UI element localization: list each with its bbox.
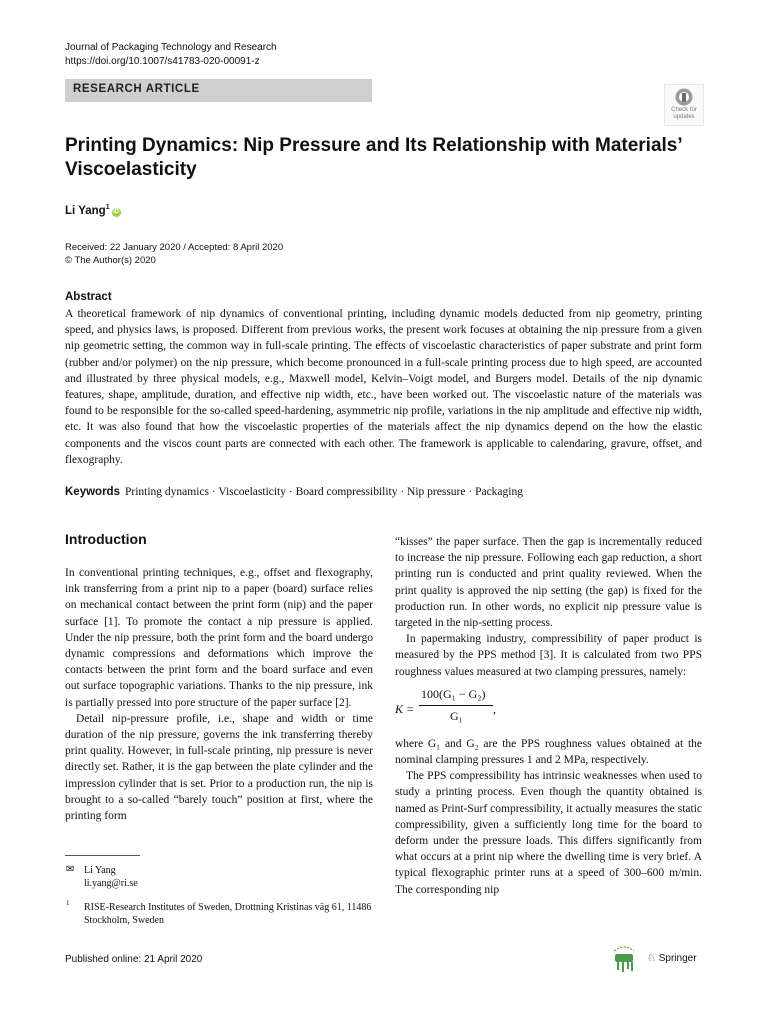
check-for-label: Check for [671, 107, 697, 113]
equation-numerator: 100(G₁ − G₂) [421, 686, 486, 701]
springer-horse-icon [611, 945, 637, 973]
intro-paragraph-1: In conventional printing techniques, e.g., offset and flexography, ink transferring from a print nip to a paper (board) surface relies on mechanical contact between the print form (nip) and the paper surface [1]. To promote the contact a nip pressure is applied. Under the nip pressure, both the print form and the board undergo dynamic compressions and deformations which improve the contacts between the print form and the board surface and even out surface topographic variations. Thanks to the nip pressure, ink is partially pressed into pore structure of the paper surface [2]. [65, 567, 373, 709]
article-type-banner [65, 79, 372, 102]
intro-paragraph-2: Detail nip-pressure profile, i.e., shape and width or time duration of the nip pressure, governs the ink transferring thereby print quality. However, in full-scale printing, nip pressure is never directly set. Rather, it is the gap between the plate cylinder and the impression cylinder that is set. Prior to a production run, the nip is brought to a so-called “barely touch” position at first, where the printing form [65, 712, 373, 823]
author-email-link[interactable]: li.yang@ri.se [84, 878, 138, 889]
journal-name: Journal of Packaging Technology and Research [65, 42, 277, 53]
equation-denominator: G₁ [450, 708, 463, 723]
equation-lhs: K = [395, 701, 415, 716]
article-dates [65, 241, 283, 267]
left-column [65, 565, 373, 824]
received-accepted: Received: 22 January 2020 / Accepted: 8 April 2020 [65, 242, 284, 253]
publisher [647, 953, 697, 964]
intro-paragraph-6: The PPS compressibility has intrinsic weaknesses when used to study a printing process. Even though the quantity obtained is named as Print-Surf compressibility, it actually measures the static compressibility, given a sufficiently long time for the board to deform under the pressure loads. This differs significantly from what occurs at a print nip where the dwelling time is very brief. A typical flexographic printer runs at a speed of 300–600 m/min. The corresponding nip [395, 770, 702, 896]
intro-paragraph-5: where G₁ and G₂ are the PPS roughness values obtained at the nominal clamping pressures 1 and 2 MPa, respectively. [395, 737, 702, 767]
author-line [65, 204, 121, 217]
abstract-text: A theoretical framework of nip dynamics of conventional printing, including dynamic models deducted from nip geometry, printing speed, and physics laws, is proposed. Different from previous works, the present work focuses at obtaining the nip pressure from a given nip geometric setting, the common way in full-scale printing. The effects of viscoelastic characteristics of paper substrate and print form (rubber and/or polymer) on the nip pressure, which become pronounced in a full-scale printing process due to high speed, are accounted and illustrated by three physical models, e.g., Maxwell model, Kelvin–Voigt model, and Burgers model. Details of the nip dynamic features, shape, amplitude, duration, and effective nip width, etc., have been worked out. The viscoelastic nature of the materials was found to be responsible for the so-called speed-hardening, asymmetric nip profile, variations in the nip amplitude and effective nip width, etc. It was also found that how the viscoelastic properties of the materials affect the nip dynamics depend on the how the elastic components and the viscos count parts are connected with each other. The framework is applicable to calendaring, gravure, offset, and flexography. [65, 308, 702, 466]
abstract-heading: Abstract [65, 291, 112, 303]
keywords [65, 486, 523, 498]
keywords-label: Keywords [65, 486, 120, 498]
mail-icon: ✉ [66, 864, 75, 875]
article-type-label: RESEARCH ARTICLE [73, 83, 200, 95]
keywords-list: Printing dynamics · Viscoelasticity · Board compressibility · Nip pressure · Packaging [124, 486, 523, 498]
springer-knight-icon: ♘ [647, 953, 656, 964]
footnote-author-name: Li Yang [84, 865, 116, 876]
footnote-number: 1 [66, 899, 70, 907]
paper-title: Printing Dynamics: Nip Pressure and Its Relationship with Materials’ Viscoelasticity [65, 135, 682, 180]
crossmark-icon [674, 87, 694, 107]
publisher-name: Springer [658, 953, 697, 964]
updates-label: updates [673, 114, 695, 120]
author-affiliation-sup: 1 [105, 204, 110, 211]
footnote-divider [65, 855, 140, 856]
equation-comma: , [493, 701, 496, 716]
compressibility-equation [395, 686, 702, 732]
right-column [395, 534, 702, 898]
copyright: © The Author(s) 2020 [65, 255, 156, 266]
author-affiliation: RISE-Research Institutes of Sweden, Drottning Kristinas väg 61, 11486 Stockholm, Sweden [84, 902, 372, 926]
published-date: Published online: 21 April 2020 [65, 954, 203, 965]
author-name: Li Yang [65, 204, 106, 217]
intro-paragraph-4: In papermaking industry, compressibility of paper product is measured by the PPS method [3]. It is calculated from two PPS roughness values measured at two clamping pressures, namely: [395, 633, 702, 678]
fraction-bar [419, 705, 493, 706]
introduction-heading: Introduction [65, 531, 147, 547]
corresponding-author [84, 864, 138, 890]
journal-info [65, 41, 277, 69]
check-for-updates-badge[interactable] [664, 84, 704, 126]
intro-paragraph-3: “kisses” the paper surface. Then the gap is incrementally reduced to increase the nip pressure. Following each gap reduction, a short printing run is conducted and print quality reviewed. When the print quality is approved the nip setting (the gap) is fixed for the production run. In other words, no explicit nip pressure value is targeted in the nip-setting process. [395, 536, 702, 630]
doi-link[interactable]: https://doi.org/10.1007/s41783-020-00091-z [65, 56, 260, 67]
orcid-icon[interactable]: iD [113, 208, 120, 215]
